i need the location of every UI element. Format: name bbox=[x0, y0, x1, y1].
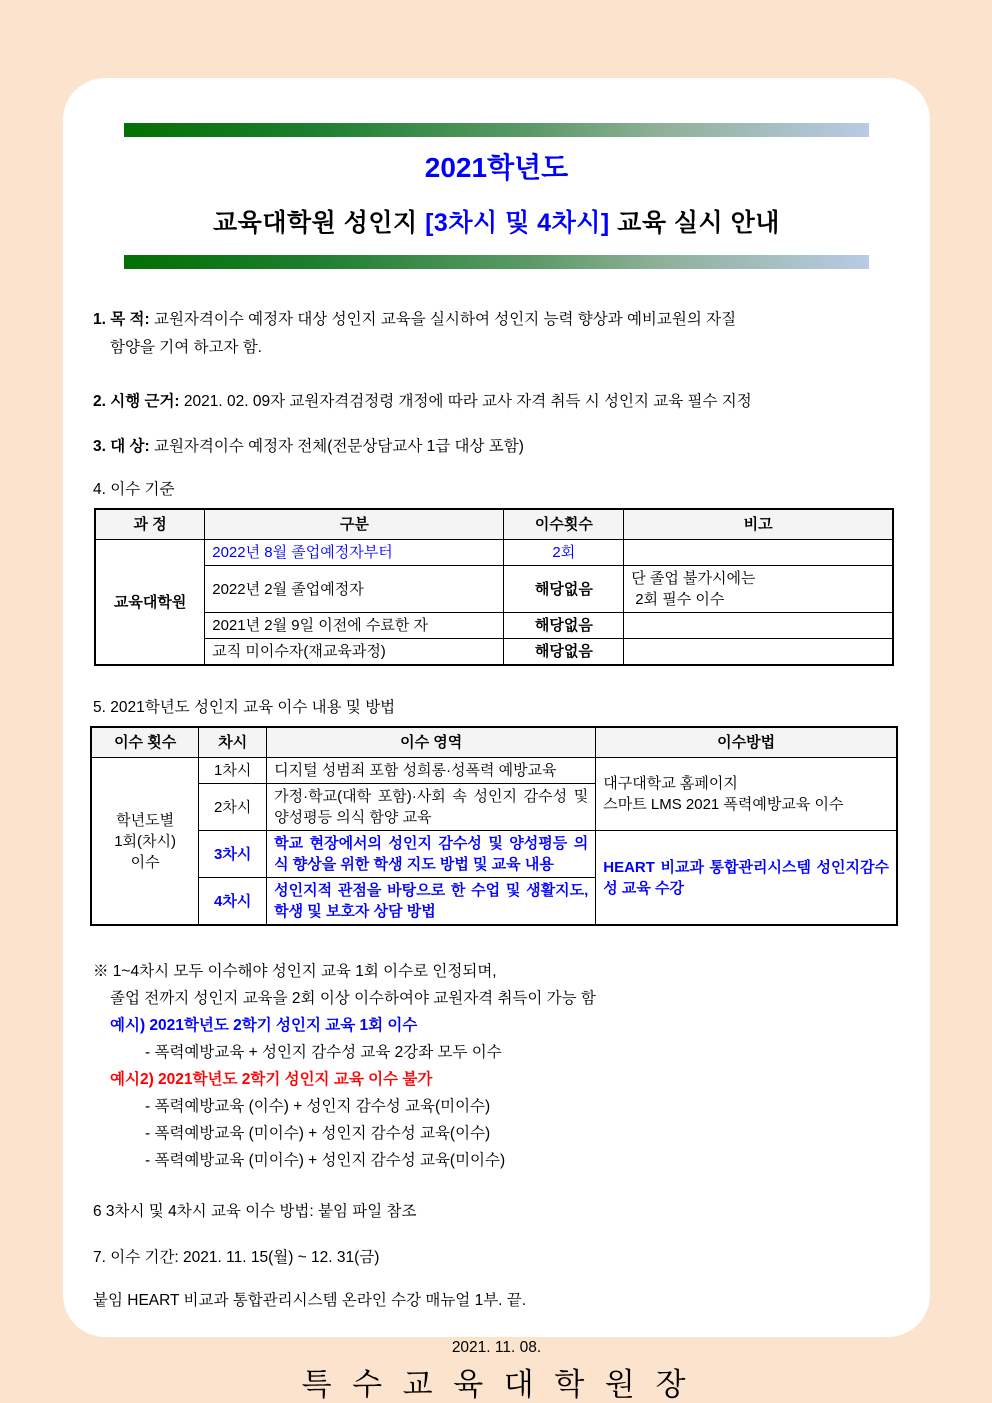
section-target-label: 3. 대 상: bbox=[93, 438, 150, 455]
signature-title: 특 수 교 육 대 학 원 장 bbox=[301, 1367, 692, 1402]
document-date: 2021. 11. 08. bbox=[451, 1339, 542, 1356]
t2-count-cell bbox=[91, 758, 199, 926]
t1-row4-gubun: 교직 미이수자(재교육과정) bbox=[205, 639, 504, 666]
completion-criteria-table bbox=[94, 508, 894, 666]
t1-row1-gubun: 2022년 8월 졸업예정자부터 bbox=[205, 540, 504, 566]
table-header-row bbox=[91, 727, 897, 758]
t1-row3-note-empty-cell bbox=[624, 613, 893, 639]
t1-row2-gubun: 2022년 2월 졸업예정자 bbox=[205, 566, 504, 613]
t1-row2-note-line2: 2회 필수 이수 bbox=[635, 591, 725, 608]
t2-header-method: 이수방법 bbox=[596, 727, 897, 758]
section-purpose-label: 1. 목 적: bbox=[93, 311, 150, 328]
t1-row4-note-empty-cell bbox=[624, 639, 893, 666]
header-top-bar bbox=[124, 123, 869, 137]
t2-row1-session: 1차시 bbox=[199, 758, 267, 784]
document-year-title: 2021학년도 bbox=[424, 152, 569, 183]
t1-header-course: 과 정 bbox=[95, 509, 205, 540]
t2-header-count: 이수 횟수 bbox=[91, 727, 199, 758]
table-row bbox=[95, 540, 893, 566]
notes-block bbox=[93, 958, 900, 1174]
t1-row2-count: 해당없음 bbox=[504, 566, 624, 613]
section4-title: 4. 이수 기준 bbox=[93, 481, 175, 498]
t2-row1-area: 디지털 성범죄 포함 성희롱·성폭력 예방교육 bbox=[267, 758, 596, 784]
section7-text: 7. 이수 기간: 2021. 11. 15(월) ~ 12. 31(금) bbox=[93, 1249, 380, 1266]
note-example1: 예시) 2021학년도 2학기 성인지 교육 1회 이수 bbox=[110, 1017, 418, 1034]
title-suffix: 교육 실시 안내 bbox=[609, 209, 780, 237]
note-line1: ※ 1~4차시 모두 이수해야 성인지 교육 1회 이수로 인정되며, bbox=[93, 963, 497, 980]
section-target bbox=[93, 433, 900, 461]
education-content-table bbox=[90, 726, 898, 926]
title-highlight: [3차시 및 4차시] bbox=[425, 209, 610, 237]
table-row bbox=[95, 566, 893, 613]
note-example2-item2: - 폭력예방교육 (미이수) + 성인지 감수성 교육(이수) bbox=[145, 1125, 491, 1142]
note-example2: 예시2) 2021학년도 2학기 성인지 교육 이수 불가 bbox=[110, 1071, 433, 1088]
t2-row3-area: 학교 현장에서의 성인지 감수성 및 양성평등 의식 향상을 위한 학생 지도 방법 및 교육 내용 bbox=[267, 831, 596, 878]
table-row bbox=[91, 758, 897, 784]
section-target-text: 교원자격이수 예정자 전체(전문상담교사 1급 대상 포함) bbox=[153, 438, 524, 455]
document-sheet bbox=[63, 78, 930, 1402]
t2-count-line3: 이수 bbox=[130, 853, 160, 871]
section-basis bbox=[93, 388, 900, 416]
t2-header-area: 이수 영역 bbox=[267, 727, 596, 758]
header-bottom-bar bbox=[124, 255, 869, 269]
attachment-text: 붙임 HEART 비교과 통합관리시스템 온라인 수강 매뉴얼 1부. 끝. bbox=[93, 1292, 527, 1309]
note-example2-item3: - 폭력예방교육 (미이수) + 성인지 감수성 교육(미이수) bbox=[145, 1152, 506, 1169]
t1-header-note: 비고 bbox=[624, 509, 893, 540]
t1-header-gubun: 구분 bbox=[205, 509, 504, 540]
t1-header-count: 이수횟수 bbox=[504, 509, 624, 540]
section-purpose-text: 교원자격이수 예정자 대상 성인지 교육을 실시하여 성인지 능력 향상과 예비교원의 자질 bbox=[153, 311, 737, 328]
t2-row2-area: 가정·학교(대학 포함)·사회 속 성인지 감수성 및 양성평등 의식 함양 교육 bbox=[267, 784, 596, 831]
note-example1-item: - 폭력예방교육 + 성인지 감수성 교육 2강좌 모두 이수 bbox=[145, 1044, 502, 1061]
section6-text: 6 3차시 및 4차시 교육 이수 방법: 붙임 파일 참조 bbox=[93, 1203, 417, 1220]
t1-row4-count: 해당없음 bbox=[504, 639, 624, 666]
t2-method-top-line1: 대구대학교 홈페이지 bbox=[603, 775, 738, 792]
t2-method-bottom-cell: HEART 비교과 통합관리시스템 성인지감수성 교육 수강 bbox=[596, 831, 897, 926]
t1-row1-note-empty-cell bbox=[624, 540, 893, 566]
note-example2-item1: - 폭력예방교육 (이수) + 성인지 감수성 교육(미이수) bbox=[145, 1098, 491, 1115]
t2-method-top-line2: 스마트 LMS 2021 폭력예방교육 이수 bbox=[603, 796, 844, 813]
t2-row4-area: 성인지적 관점을 바탕으로 한 수업 및 생활지도,학생 및 보호자 상담 방법 bbox=[267, 878, 596, 926]
table-header-row bbox=[95, 509, 893, 540]
t2-count-line1: 학년도별 bbox=[116, 811, 175, 829]
title-prefix: 교육대학원 성인지 bbox=[213, 209, 426, 237]
t1-row2-note bbox=[624, 566, 893, 613]
t1-row3-count: 해당없음 bbox=[504, 613, 624, 639]
t1-row1-count: 2회 bbox=[504, 540, 624, 566]
note-line2: 졸업 전까지 성인지 교육을 2회 이상 이수하여야 교원자격 취득이 가능 함 bbox=[110, 990, 596, 1007]
t2-row4-session: 4차시 bbox=[199, 878, 267, 926]
section-purpose bbox=[93, 306, 900, 362]
section-basis-text: 2021. 02. 09자 교원자격검정령 개정에 따라 교사 자격 취득 시 성인지 교육 필수 지정 bbox=[183, 393, 752, 410]
section-basis-label: 2. 시행 근거: bbox=[93, 393, 180, 410]
table-row bbox=[91, 831, 897, 878]
t2-row2-session: 2차시 bbox=[199, 784, 267, 831]
t1-row2-note-line1: 단 졸업 불가시에는 bbox=[631, 570, 756, 587]
section-purpose-text-line2: 함양을 기여 하고자 함. bbox=[110, 339, 262, 356]
t2-header-session: 차시 bbox=[199, 727, 267, 758]
section5-title: 5. 2021학년도 성인지 교육 이수 내용 및 방법 bbox=[93, 699, 396, 716]
t1-row3-gubun: 2021년 2월 9일 이전에 수료한 자 bbox=[205, 613, 504, 639]
t2-row3-session: 3차시 bbox=[199, 831, 267, 878]
t2-count-line2: 1회(차시) bbox=[114, 832, 177, 850]
document-main-title bbox=[93, 203, 900, 239]
t1-course-cell: 교육대학원 bbox=[95, 540, 205, 666]
table-row bbox=[95, 613, 893, 639]
t2-method-top-cell bbox=[596, 758, 897, 831]
table-row bbox=[95, 639, 893, 666]
